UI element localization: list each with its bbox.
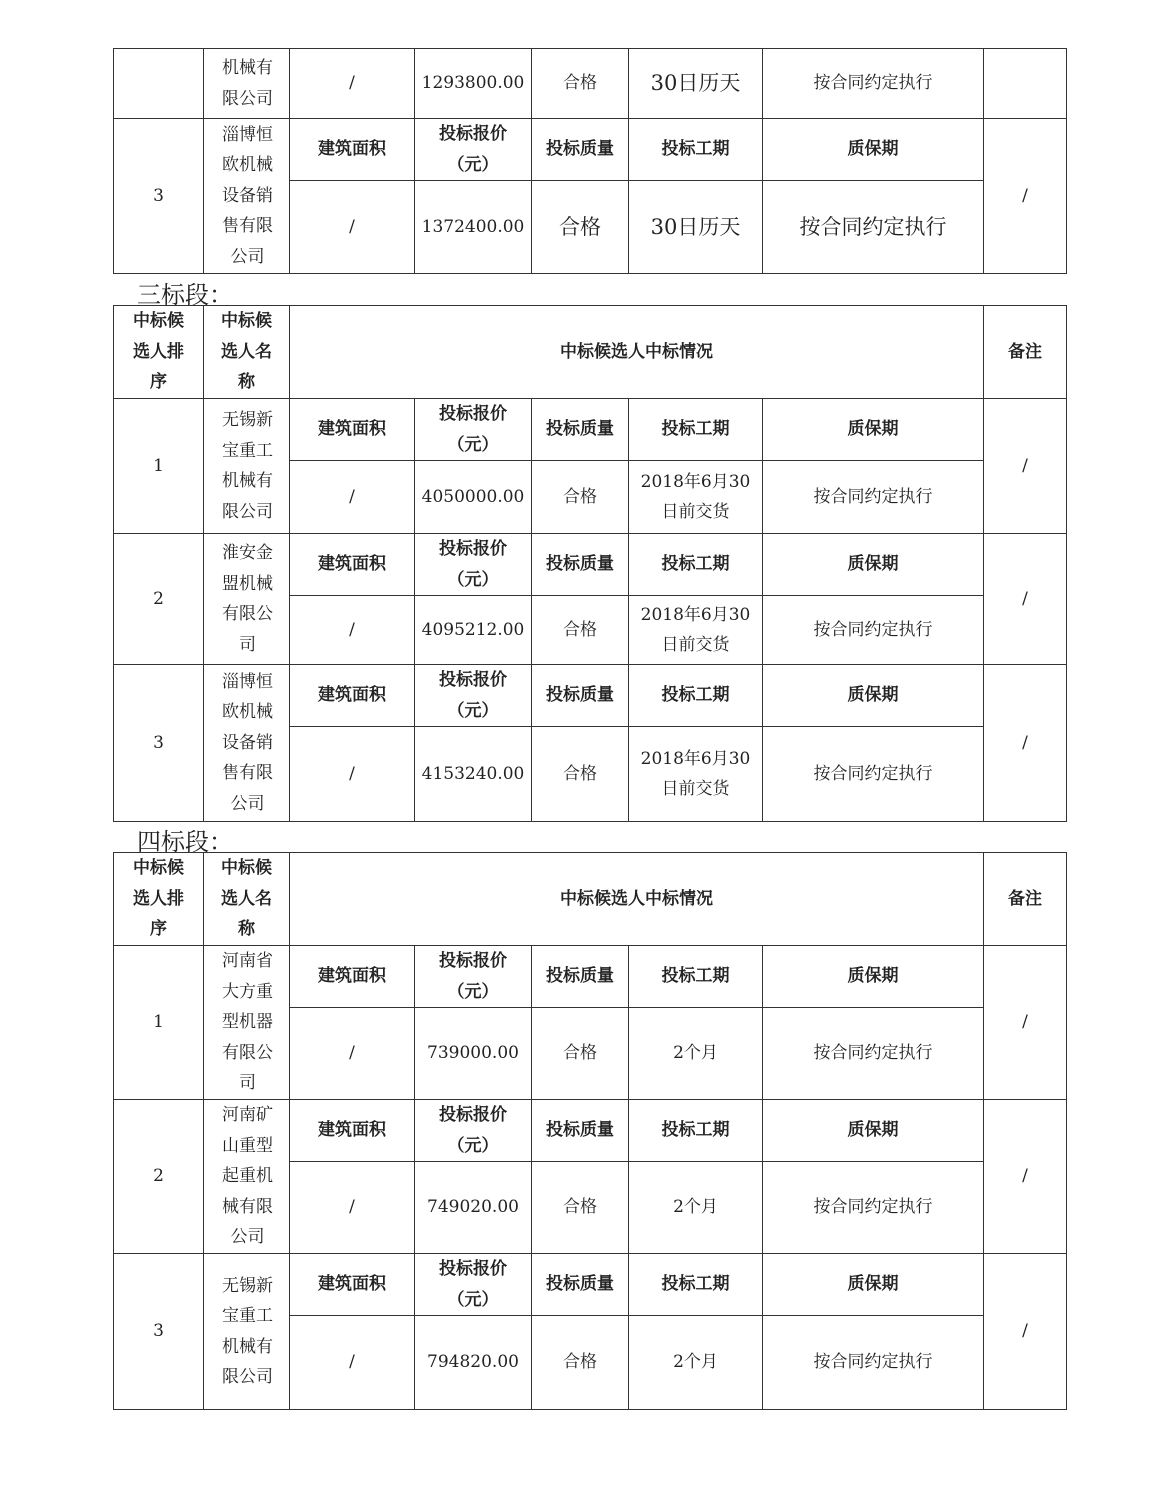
candidate-name: 淄博恒欧机械设备销售有限公司 [204, 119, 290, 274]
header-remark: 备注 [984, 306, 1067, 399]
col-head-quality: 投标质量 [532, 534, 629, 596]
price-cell: 4153240.00 [415, 727, 532, 822]
col-head-area: 建筑面积 [290, 399, 415, 461]
warranty-cell: 按合同约定执行 [763, 1008, 984, 1100]
area-cell: / [290, 461, 415, 534]
table-row [114, 49, 1067, 119]
candidate-name: 无锡新宝重工机械有限公司 [204, 1254, 290, 1410]
period-cell: 2个月 [629, 1162, 763, 1254]
col-head-price: 投标报价 （元） [415, 119, 532, 181]
header-rank: 中标候选人排序 [114, 306, 204, 399]
rank-cell [114, 49, 204, 119]
col-head-period: 投标工期 [629, 1254, 763, 1316]
price-cell: 739000.00 [415, 1008, 532, 1100]
period-cell: 30日历天 [629, 49, 763, 119]
candidate-name: 淮安金盟机械有限公司 [204, 534, 290, 665]
candidate-name: 淄博恒欧机械设备销售有限公司 [204, 665, 290, 822]
remark-cell: / [984, 1254, 1067, 1410]
rank-cell: 2 [114, 534, 204, 665]
quality-cell: 合格 [532, 49, 629, 119]
quality-cell: 合格 [532, 181, 629, 274]
rank-cell: 1 [114, 946, 204, 1100]
price-cell: 4095212.00 [415, 596, 532, 665]
candidate-name: 河南省大方重型机器有限公司 [204, 946, 290, 1100]
col-head-period: 投标工期 [629, 1100, 763, 1162]
quality-cell: 合格 [532, 727, 629, 822]
quality-cell: 合格 [532, 461, 629, 534]
section4-table [113, 852, 1067, 1410]
col-head-quality: 投标质量 [532, 1254, 629, 1316]
area-cell: / [290, 1162, 415, 1254]
rank-cell: 2 [114, 1100, 204, 1254]
col-head-area: 建筑面积 [290, 119, 415, 181]
section3-table [113, 305, 1067, 822]
col-head-price: 投标报价 （元） [415, 1254, 532, 1316]
candidate-name: 机械有限公司 [204, 49, 290, 119]
remark-cell: / [984, 1100, 1067, 1254]
col-head-period: 投标工期 [629, 399, 763, 461]
period-cell: 2个月 [629, 1316, 763, 1410]
col-head-period: 投标工期 [629, 119, 763, 181]
col-head-warranty: 质保期 [763, 119, 984, 181]
price-cell: 4050000.00 [415, 461, 532, 534]
col-head-warranty: 质保期 [763, 534, 984, 596]
col-head-warranty: 质保期 [763, 1254, 984, 1316]
col-head-warranty: 质保期 [763, 1100, 984, 1162]
warranty-cell: 按合同约定执行 [763, 461, 984, 534]
period-cell: 2个月 [629, 1008, 763, 1100]
col-head-price: 投标报价 （元） [415, 399, 532, 461]
quality-cell: 合格 [532, 1008, 629, 1100]
period-cell: 30日历天 [629, 181, 763, 274]
col-head-quality: 投标质量 [532, 119, 629, 181]
col-head-warranty: 质保期 [763, 946, 984, 1008]
remark-cell [984, 49, 1067, 119]
warranty-cell: 按合同约定执行 [763, 49, 984, 119]
candidate-name: 无锡新宝重工机械有限公司 [204, 399, 290, 534]
section2-table [113, 48, 1067, 274]
remark-cell: / [984, 119, 1067, 274]
table-row [114, 534, 1067, 596]
remark-cell: / [984, 534, 1067, 665]
quality-cell: 合格 [532, 1316, 629, 1410]
header-rank: 中标候选人排序 [114, 853, 204, 946]
rank-cell: 3 [114, 1254, 204, 1410]
price-cell: 1372400.00 [415, 181, 532, 274]
area-cell: / [290, 1008, 415, 1100]
header-remark: 备注 [984, 853, 1067, 946]
col-head-period: 投标工期 [629, 665, 763, 727]
col-head-area: 建筑面积 [290, 1254, 415, 1316]
table-row [114, 399, 1067, 461]
col-head-period: 投标工期 [629, 534, 763, 596]
header-row [114, 853, 1067, 946]
table-row [114, 119, 1067, 181]
col-head-area: 建筑面积 [290, 534, 415, 596]
warranty-cell: 按合同约定执行 [763, 1316, 984, 1410]
header-situation: 中标候选人中标情况 [290, 853, 984, 946]
remark-cell: / [984, 399, 1067, 534]
col-head-quality: 投标质量 [532, 399, 629, 461]
col-head-area: 建筑面积 [290, 665, 415, 727]
warranty-cell: 按合同约定执行 [763, 596, 984, 665]
candidate-name: 河南矿山重型起重机械有限公司 [204, 1100, 290, 1254]
area-cell: / [290, 1316, 415, 1410]
col-head-area: 建筑面积 [290, 1100, 415, 1162]
rank-cell: 3 [114, 665, 204, 822]
price-cell: 1293800.00 [415, 49, 532, 119]
price-cell: 794820.00 [415, 1316, 532, 1410]
col-head-warranty: 质保期 [763, 665, 984, 727]
header-name: 中标候选人名称 [204, 306, 290, 399]
col-head-period: 投标工期 [629, 946, 763, 1008]
area-cell: / [290, 49, 415, 119]
col-head-price: 投标报价 （元） [415, 534, 532, 596]
quality-cell: 合格 [532, 596, 629, 665]
col-head-price: 投标报价 （元） [415, 946, 532, 1008]
price-cell: 749020.00 [415, 1162, 532, 1254]
header-row [114, 306, 1067, 399]
remark-cell: / [984, 665, 1067, 822]
period-cell: 2018年6月30日前交货 [629, 727, 763, 822]
section3-title: 三标段： [137, 281, 233, 309]
header-situation: 中标候选人中标情况 [290, 306, 984, 399]
warranty-cell: 按合同约定执行 [763, 1162, 984, 1254]
section4-title: 四标段： [137, 828, 233, 856]
rank-cell: 3 [114, 119, 204, 274]
col-head-quality: 投标质量 [532, 946, 629, 1008]
area-cell: / [290, 727, 415, 822]
remark-cell: / [984, 946, 1067, 1100]
period-cell: 2018年6月30日前交货 [629, 461, 763, 534]
col-head-price: 投标报价 （元） [415, 1100, 532, 1162]
table-row [114, 1254, 1067, 1316]
area-cell: / [290, 181, 415, 274]
period-cell: 2018年6月30日前交货 [629, 596, 763, 665]
rank-cell: 1 [114, 399, 204, 534]
table-row [114, 946, 1067, 1008]
col-head-quality: 投标质量 [532, 1100, 629, 1162]
col-head-warranty: 质保期 [763, 399, 984, 461]
area-cell: / [290, 596, 415, 665]
col-head-quality: 投标质量 [532, 665, 629, 727]
header-name: 中标候选人名称 [204, 853, 290, 946]
warranty-cell: 按合同约定执行 [763, 181, 984, 274]
table-row [114, 665, 1067, 727]
col-head-price: 投标报价 （元） [415, 665, 532, 727]
table-row [114, 1100, 1067, 1162]
warranty-cell: 按合同约定执行 [763, 727, 984, 822]
col-head-area: 建筑面积 [290, 946, 415, 1008]
quality-cell: 合格 [532, 1162, 629, 1254]
